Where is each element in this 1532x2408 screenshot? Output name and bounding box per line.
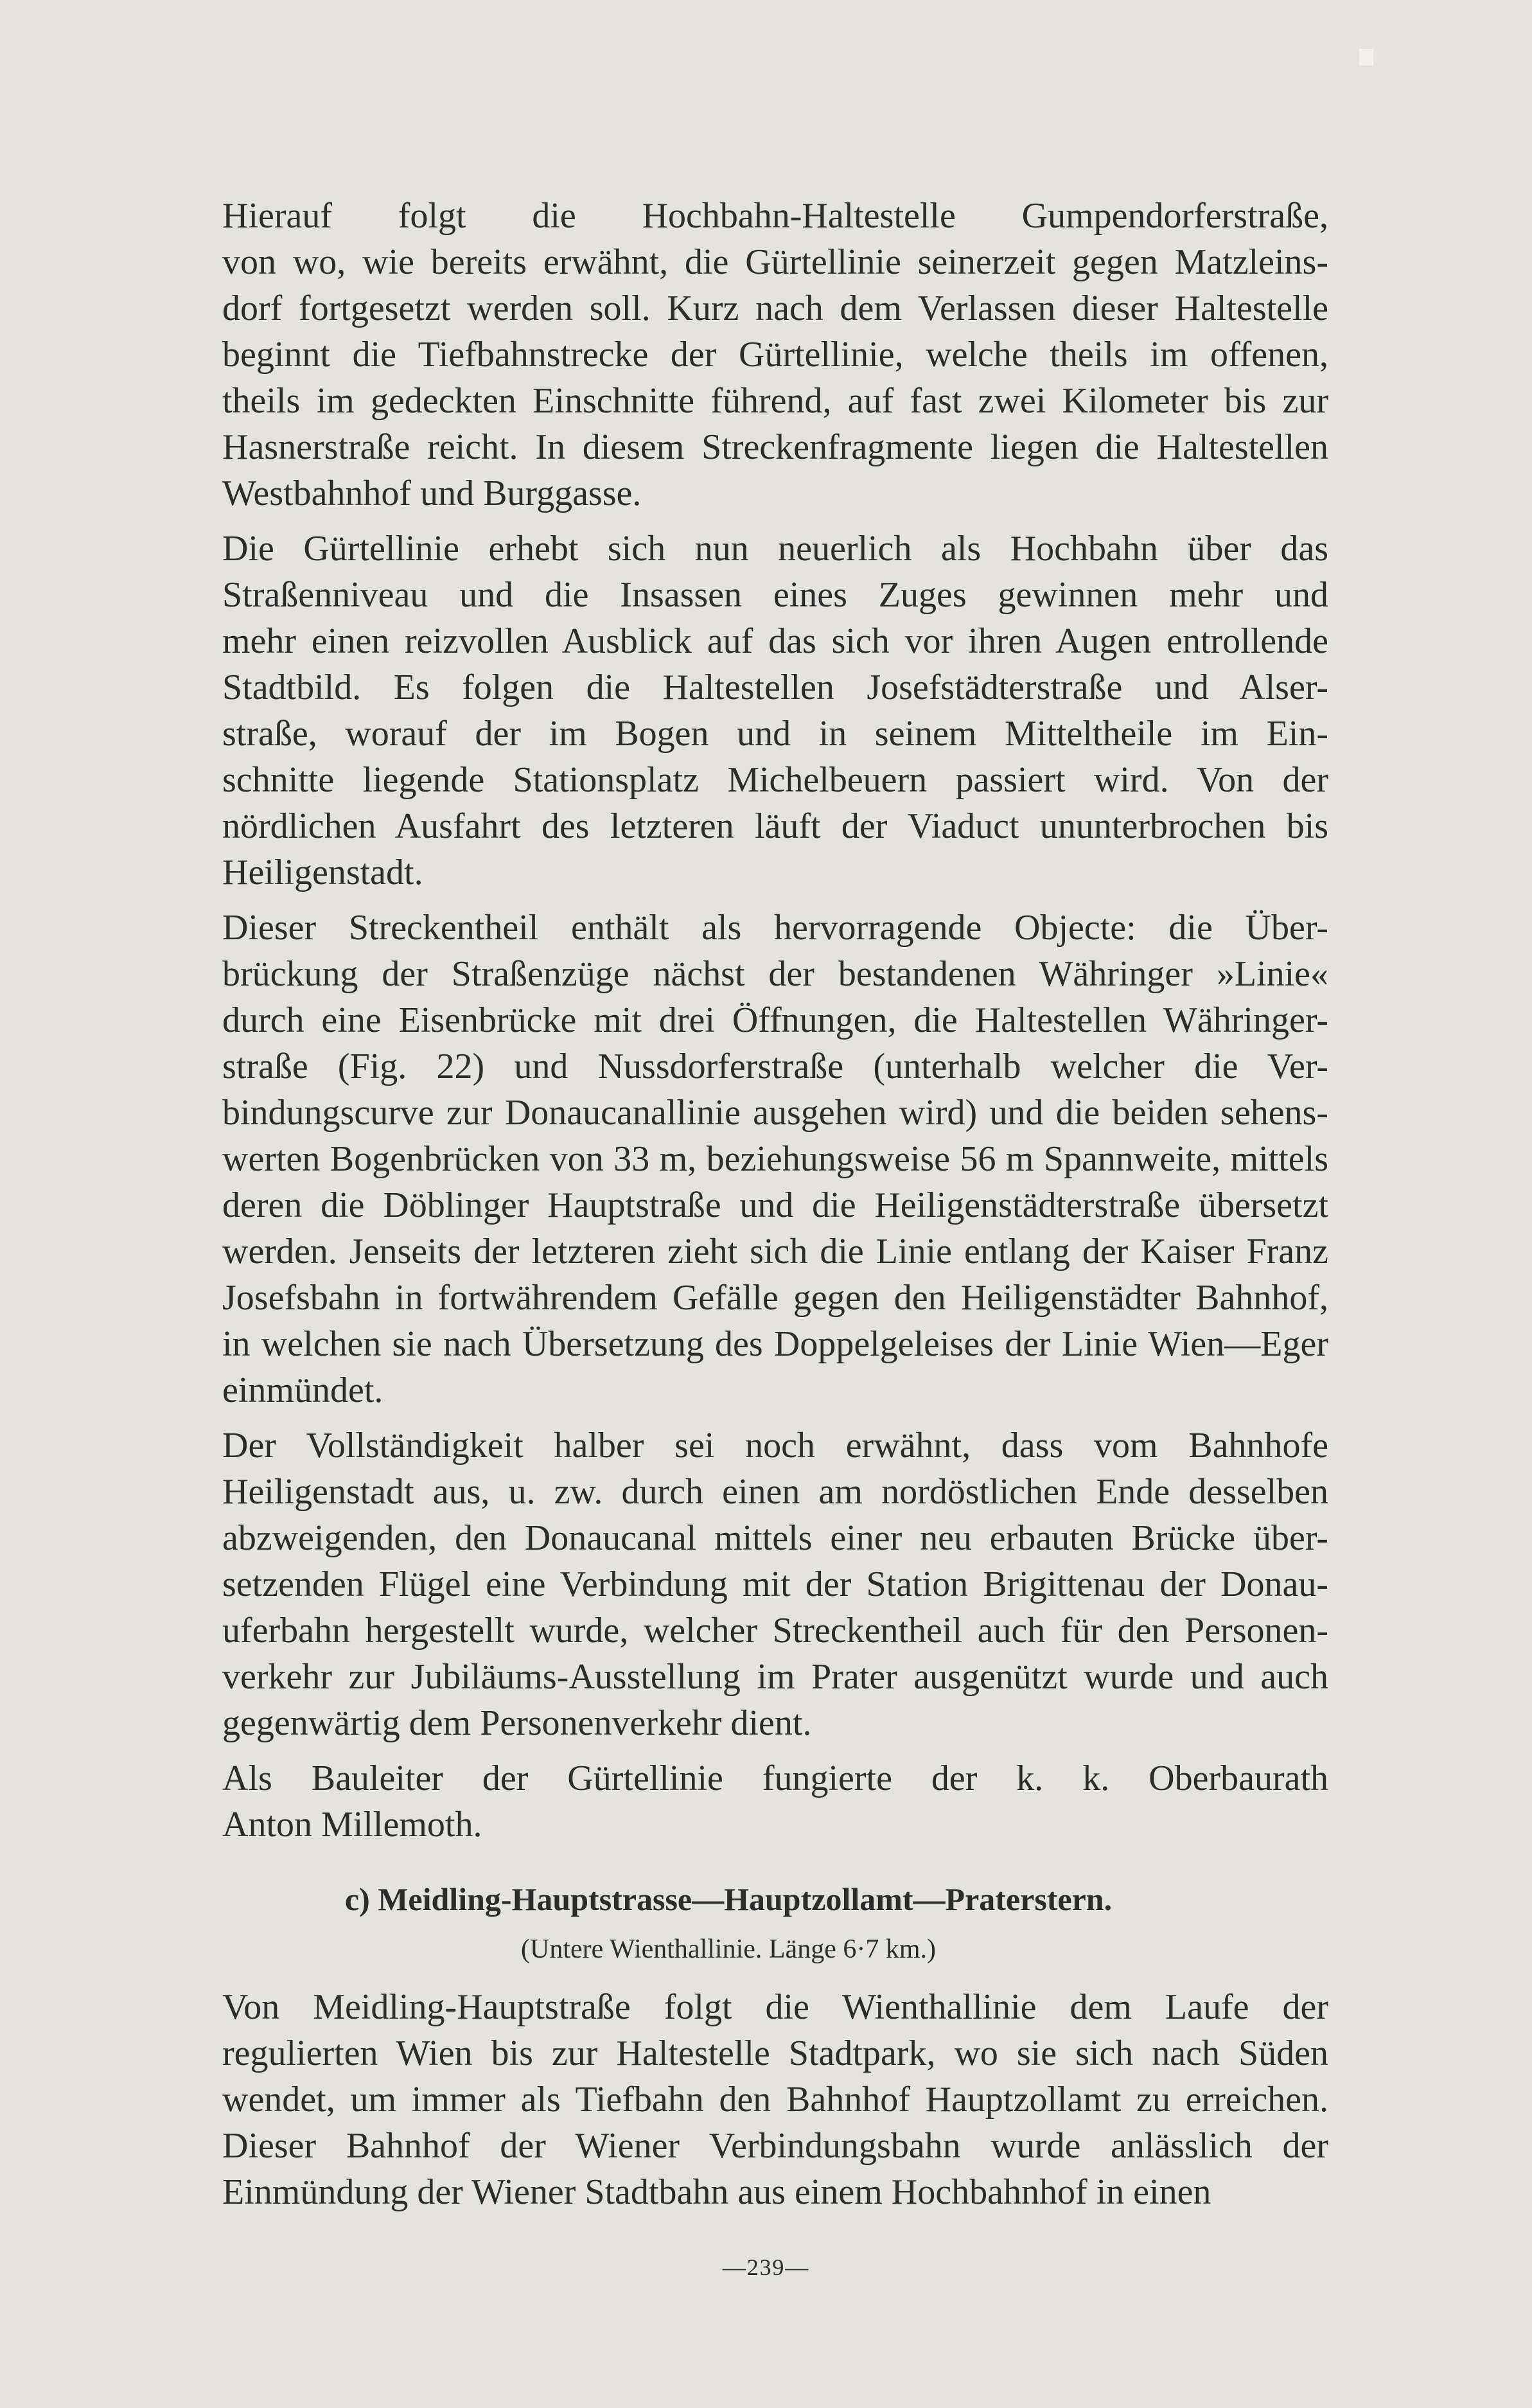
text-line: abzweigenden, den Donaucanal mittels einer neu erbauten Brücke über- (222, 1518, 1328, 1558)
text-line: in welchen sie nach Übersetzung des Doppelgeleises der Linie Wien—Eger (222, 1324, 1328, 1364)
text-line: Stadtbild. Es folgen die Haltestellen Josefstädterstraße und Alser- (222, 668, 1328, 707)
text-line: deren die Döblinger Hauptstraße und die Heiligenstädterstraße übersetzt (222, 1185, 1328, 1225)
text-line: Hasnerstraße reicht. In diesem Streckenfragmente liegen die Haltestellen (222, 427, 1328, 467)
section-text (128, 1984, 1328, 2215)
text-line: Westbahnhof und Burggasse. (222, 474, 642, 513)
text-line: Dieser Streckentheil enthält als hervorragende Objecte: die Über- (222, 908, 1328, 948)
text-line: Hierauf folgt die Hochbahn-Haltestelle Gumpendorferstraße, (222, 196, 1328, 236)
paragraph (128, 1755, 1328, 1848)
paragraph (128, 1984, 1328, 2215)
text-line: dorf fortgesetzt werden soll. Kurz nach dem Verlassen dieser Haltestelle (222, 288, 1328, 328)
text-line: schnitte liegende Stationsplatz Michelbeuern passiert wird. Von der (222, 760, 1328, 800)
text-line: Heiligenstadt. (222, 853, 423, 892)
text-line: Heiligenstadt aus, u. zw. durch einen am nordöstlichen Ende desselben (222, 1472, 1328, 1512)
text-line: uferbahn hergestellt wurde, welcher Streckentheil auch für den Personen- (222, 1611, 1328, 1651)
section-subheading: (Untere Wienthallinie. Länge 6·7 km.) (521, 1934, 936, 1964)
section-heading: c) Meidling-Hauptstrasse—Hauptzollamt—Praterstern. (344, 1881, 1113, 1917)
text-line: Dieser Bahnhof der Wiener Verbindungsbahn wurde anlässlich der (222, 2126, 1328, 2166)
paragraph (128, 1422, 1328, 1746)
text-line: werden. Jenseits der letzteren zieht sich die Linie entlang der Kaiser Franz (222, 1232, 1328, 1271)
text-line: Straßenniveau und die Insassen eines Zuges gewinnen mehr und (222, 575, 1328, 615)
paragraph (128, 526, 1328, 896)
text-line: beginnt die Tiefbahnstrecke der Gürtellinie, welche theils im offenen, (222, 335, 1328, 375)
text-line: durch eine Eisenbrücke mit drei Öffnungen, die Haltestellen Währinger- (222, 1000, 1328, 1040)
page-number: —239— (723, 2254, 809, 2280)
text-line: brückung der Straßenzüge nächst der bestandenen Währinger »Linie« (222, 954, 1328, 994)
text-line: nördlichen Ausfahrt des letzteren läuft der Viaduct ununterbrochen bis (222, 806, 1328, 846)
page-corner-mark (1359, 49, 1373, 66)
text-line: von wo, wie bereits erwähnt, die Gürtellinie seinerzeit gegen Matzleins- (222, 242, 1328, 282)
text-line: Von Meidling-Hauptstraße folgt die Wienthallinie dem Laufe der (222, 1987, 1328, 2027)
text-line: Die Gürtellinie erhebt sich nun neuerlich als Hochbahn über das (222, 529, 1328, 569)
main-text (128, 193, 1328, 1848)
text-line: wendet, um immer als Tiefbahn den Bahnhof Hauptzollamt zu erreichen. (222, 2080, 1328, 2120)
text-line: theils im gedeckten Einschnitte führend, auf fast zwei Kilometer bis zur (222, 381, 1328, 421)
paragraph (128, 905, 1328, 1413)
text-line: bindungscurve zur Donaucanallinie ausgehen wird) und die beiden sehens- (222, 1093, 1328, 1133)
text-line: Anton Millemoth. (222, 1805, 482, 1845)
text-line: einmündet. (222, 1370, 383, 1410)
text-line: verkehr zur Jubiläums-Ausstellung im Prater ausgenützt wurde und auch (222, 1657, 1328, 1697)
text-line: straße (Fig. 22) und Nussdorferstraße (unterhalb welcher die Ver- (222, 1047, 1328, 1086)
text-line: Einmündung der Wiener Stadtbahn aus einem Hochbahnhof in einen (222, 2172, 1211, 2212)
text-line: Als Bauleiter der Gürtellinie fungierte der k. k. Oberbaurath (222, 1758, 1328, 1798)
text-line: werten Bogenbrücken von 33 m, beziehungsweise 56 m Spannweite, mittels (222, 1139, 1328, 1179)
text-line: regulierten Wien bis zur Haltestelle Stadtpark, wo sie sich nach Süden (222, 2033, 1328, 2073)
text-line: Der Vollständigkeit halber sei noch erwähnt, dass vom Bahnhofe (222, 1426, 1328, 1465)
paragraph (128, 193, 1328, 517)
page-body (128, 193, 1328, 2215)
text-line: Josefsbahn in fortwährendem Gefälle gegen den Heiligenstädter Bahnhof, (222, 1278, 1328, 1318)
text-line: gegenwärtig dem Personenverkehr dient. (222, 1703, 812, 1743)
text-line: setzenden Flügel eine Verbindung mit der Station Brigittenau der Donau- (222, 1564, 1328, 1604)
text-line: mehr einen reizvollen Ausblick auf das sich vor ihren Augen entrollende (222, 621, 1328, 661)
text-line: straße, worauf der im Bogen und in seinem Mitteltheile im Ein- (222, 714, 1328, 754)
